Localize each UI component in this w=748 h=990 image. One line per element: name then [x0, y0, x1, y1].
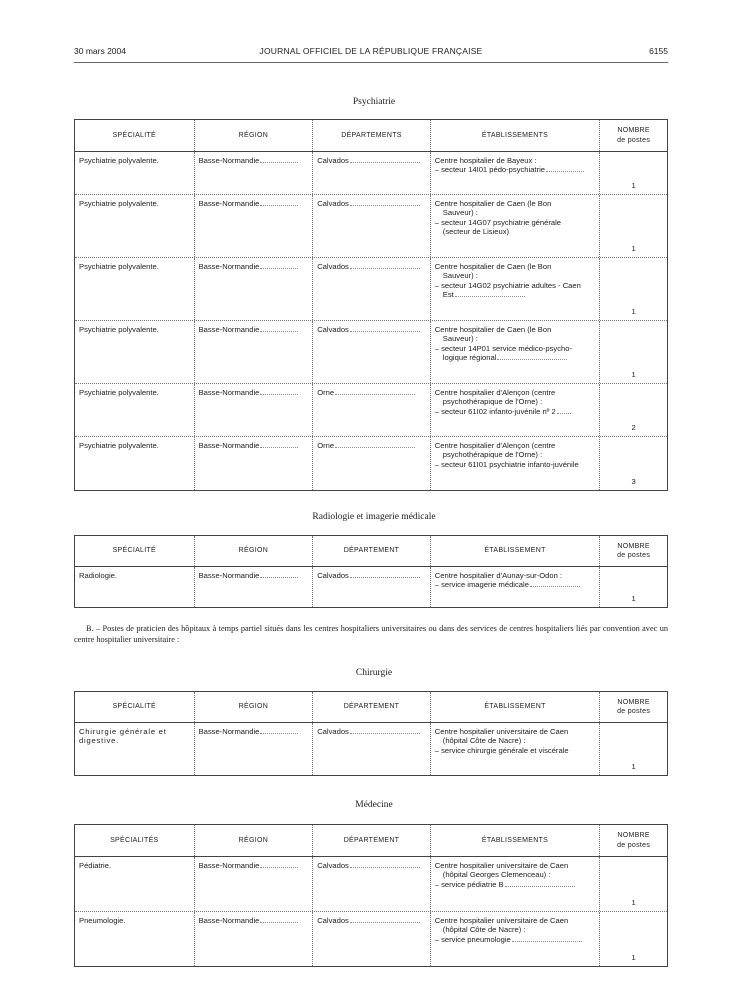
cell-etablissement: Centre hospitalier d'Alençon (centre psychothérapique de l'Orne) : – secteur 61I01 psychiatrie infanto-juvénile [431, 437, 600, 490]
cell-etablissement: Centre hospitalier de Caen (le Bon Sauveur) : – secteur 14G02 psychiatrie adultes - Caen Est [431, 258, 600, 320]
cell-region: Basse-Normandie [195, 723, 314, 775]
col-header-etablissement: ÉTABLISSEMENTS [431, 120, 600, 151]
col-header-departement: DÉPARTEMENTS [313, 120, 431, 151]
cell-region: Basse-Normandie [195, 912, 314, 966]
cell-specialite: Psychiatrie polyvalente. [75, 321, 195, 383]
cell-nombre: 1 [631, 952, 636, 962]
col-header-departement: DÉPARTEMENT [313, 825, 431, 856]
table-header [75, 825, 667, 857]
paragraph-b: B. – Postes de praticien des hôpitaux à temps partiel situés dans les centres hospitaliers universitaires ou dans des services de centres hospitaliers liés par convention avec un centre hospitalier universitaire : [74, 624, 668, 644]
cell-etablissement: Centre hospitalier de Caen (le Bon Sauveur) : – secteur 14G07 psychiatrie générale (secteur de Lisieux) [431, 195, 600, 257]
table-radiologie [74, 535, 668, 608]
cell-region: Basse-Normandie [195, 384, 314, 436]
col-header-etablissement: ÉTABLISSEMENT [431, 536, 600, 566]
col-header-etablissement: ÉTABLISSEMENT [431, 692, 600, 722]
cell-nombre: 2 [631, 422, 636, 432]
cell-departement: Calvados [313, 152, 431, 194]
table-header [75, 692, 667, 723]
cell-nombre: 1 [631, 369, 636, 379]
cell-specialite: Radiologie. [75, 567, 195, 607]
col-header-specialite: SPÉCIALITÉ [75, 536, 195, 566]
page-number: 6155 [649, 46, 668, 56]
cell-nombre: 1 [631, 761, 636, 771]
table-row [75, 857, 667, 912]
cell-region: Basse-Normandie [195, 857, 314, 911]
cell-nombre: 1 [631, 180, 636, 190]
col-header-region: RÉGION [195, 692, 314, 722]
col-header-region: RÉGION [195, 120, 314, 151]
header-title: JOURNAL OFFICIEL DE LA RÉPUBLIQUE FRANÇAISE [259, 46, 483, 56]
section-title-psychiatrie: Psychiatrie [352, 97, 396, 107]
table-row [75, 195, 667, 258]
col-header-nombre: NOMBRE de postes [617, 698, 651, 715]
cell-departement: Orne [313, 437, 431, 490]
section-title-chirurgie: Chirurgie [355, 668, 393, 678]
table-row [75, 152, 667, 195]
table-row [75, 912, 667, 966]
table-psychiatrie [74, 119, 668, 491]
table-row [75, 437, 667, 490]
cell-departement: Calvados [313, 857, 431, 911]
col-header-nombre: NOMBRE de postes [617, 127, 651, 144]
col-header-specialite: SPÉCIALITÉ [75, 692, 195, 722]
cell-region: Basse-Normandie [195, 437, 314, 490]
cell-departement: Calvados [313, 258, 431, 320]
col-header-nombre: NOMBRE de postes [617, 832, 651, 849]
col-header-departement: DÉPARTEMENT [313, 692, 431, 722]
cell-specialite: Psychiatrie polyvalente. [75, 384, 195, 436]
cell-etablissement: Centre hospitalier de Bayeux : – secteur 14I01 pédo-psychiatrie [431, 152, 600, 194]
cell-specialite: Psychiatrie polyvalente. [75, 258, 195, 320]
cell-departement: Calvados [313, 567, 431, 607]
cell-region: Basse-Normandie [195, 195, 314, 257]
header-divider [74, 62, 668, 63]
cell-departement: Calvados [313, 321, 431, 383]
cell-specialite: Chirurgie générale et digestive. [75, 723, 195, 775]
cell-region: Basse-Normandie [195, 152, 314, 194]
cell-region: Basse-Normandie [195, 258, 314, 320]
table-row [75, 723, 667, 775]
cell-departement: Calvados [313, 912, 431, 966]
cell-specialite: Psychiatrie polyvalente. [75, 195, 195, 257]
cell-etablissement: Centre hospitalier universitaire de Caen (hôpital Côte de Nacre) : – service chirurgie générale et viscérale [431, 723, 600, 775]
cell-departement: Calvados [313, 195, 431, 257]
cell-nombre: 1 [631, 593, 636, 603]
section-title-medecine: Médecine [355, 800, 393, 810]
col-header-nombre: NOMBRE de postes [617, 542, 651, 559]
cell-specialite: Psychiatrie polyvalente. [75, 437, 195, 490]
cell-region: Basse-Normandie [195, 321, 314, 383]
col-header-specialite: SPÉCIALITÉ [75, 120, 195, 151]
cell-etablissement: Centre hospitalier d'Alençon (centre psychothérapique de l'Orne) : – secteur 61I02 infanto-juvénile nº 2 [431, 384, 600, 436]
cell-departement: Calvados [313, 723, 431, 775]
cell-nombre: 1 [631, 243, 636, 253]
cell-specialite: Psychiatrie polyvalente. [75, 152, 195, 194]
cell-etablissement: Centre hospitalier universitaire de Caen (hôpital Georges Clemenceau) : – service pédiatrie B [431, 857, 600, 911]
table-chirurgie [74, 691, 668, 776]
table-row [75, 258, 667, 321]
cell-nombre: 3 [631, 476, 636, 486]
cell-specialite: Pneumologie. [75, 912, 195, 966]
table-row [75, 567, 667, 607]
table-header [75, 536, 667, 567]
table-row [75, 321, 667, 384]
col-header-region: RÉGION [195, 825, 314, 856]
col-header-etablissement: ÉTABLISSEMENTS [431, 825, 600, 856]
page-header [74, 46, 668, 60]
table-header [75, 120, 667, 152]
section-title-radiologie: Radiologie et imagerie médicale [312, 512, 436, 522]
cell-nombre: 1 [631, 306, 636, 316]
cell-etablissement: Centre hospitalier universitaire de Caen (hôpital Côte de Nacre) : – service pneumologie [431, 912, 600, 966]
cell-etablissement: Centre hospitalier d'Aunay-sur-Odon : – service imagerie médicale [431, 567, 600, 607]
col-header-departement: DÉPARTEMENT [313, 536, 431, 566]
col-header-specialite: SPÉCIALITÉS [75, 825, 195, 856]
cell-region: Basse-Normandie [195, 567, 314, 607]
cell-specialite: Pédiatrie. [75, 857, 195, 911]
cell-departement: Orne [313, 384, 431, 436]
cell-nombre: 1 [631, 897, 636, 907]
col-header-region: RÉGION [195, 536, 314, 566]
table-row [75, 384, 667, 437]
table-medecine [74, 824, 668, 967]
cell-etablissement: Centre hospitalier de Caen (le Bon Sauveur) : – secteur 14P01 service médico-psycho- logique régional [431, 321, 600, 383]
header-date: 30 mars 2004 [74, 46, 126, 56]
